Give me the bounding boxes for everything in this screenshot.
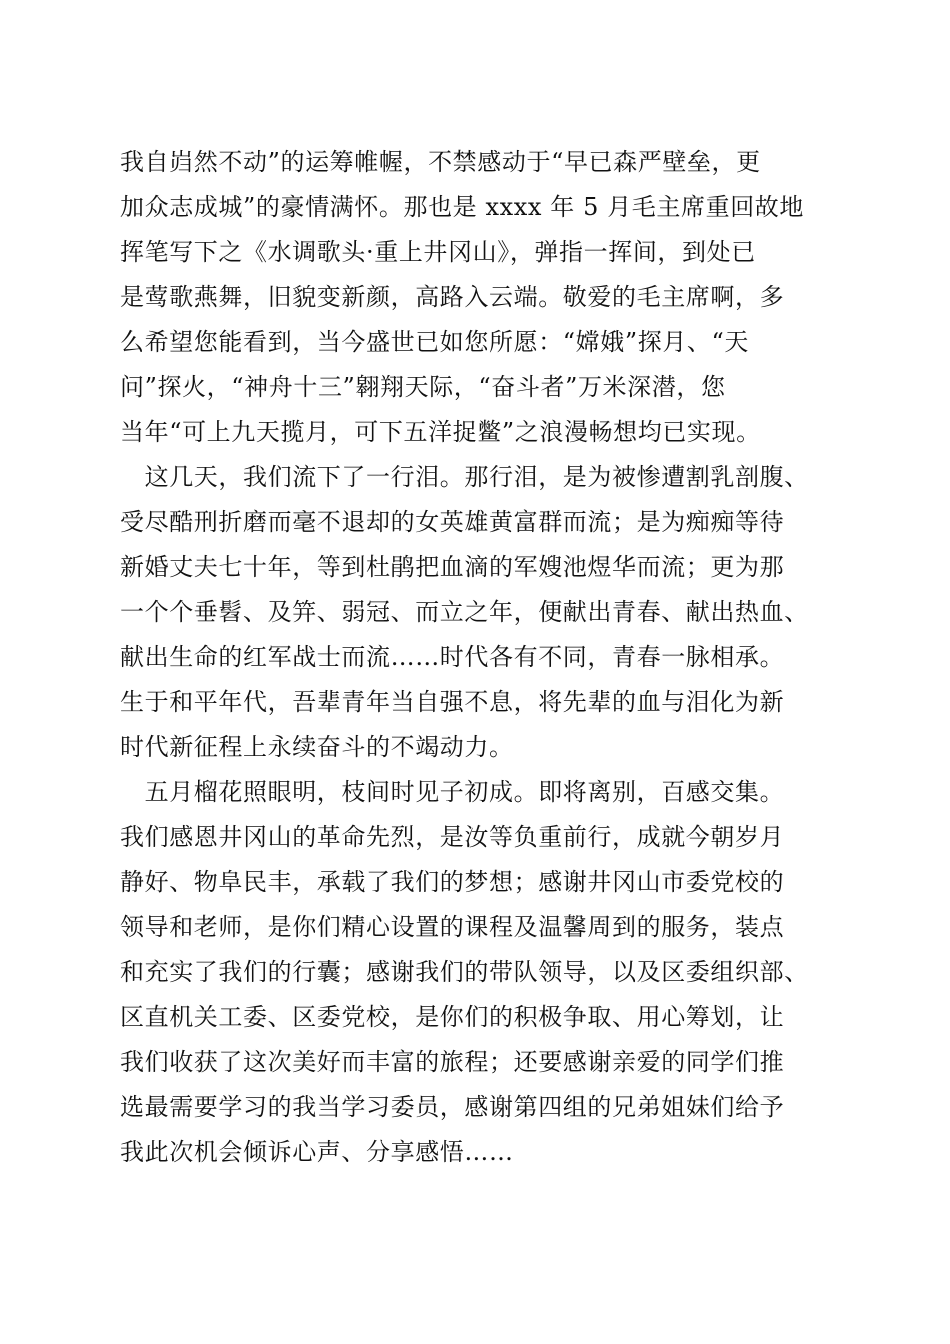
text-line: 新婚丈夫七十年，等到杜鹃把血滴的军嫂池煜华而流；更为那 (120, 553, 785, 581)
text-line: 当年“可上九天揽月，可下五洋捉鳖”之浪漫畅想均已实现。 (120, 418, 761, 446)
text-line: 和充实了我们的行囊；感谢我们的带队领导，以及区委组织部、 (120, 958, 809, 986)
text-line: 我们收获了这次美好而丰富的旅程；还要感谢亲爱的同学们推 (120, 1048, 785, 1076)
text-line: 五月榴花照眼明，枝间时见子初成。即将离别，百感交集。 (120, 778, 785, 806)
text-line: 我此次机会倾诉心声、分享感悟…… (120, 1138, 514, 1166)
text-line: 一个个垂髫、及笄、弱冠、而立之年，便献出青春、献出热血、 (120, 598, 809, 626)
text-line: 加众志成城”的豪情满怀。那也是 xxxx 年 5 月毛主席重回故地 (120, 193, 804, 221)
text-line: 区直机关工委、区委党校，是你们的积极争取、用心筹划，让 (120, 1003, 785, 1031)
text-line: 领导和老师，是你们精心设置的课程及温馨周到的服务，装点 (120, 913, 785, 941)
text-line: 是莺歌燕舞，旧貌变新颜，高路入云端。敬爱的毛主席啊，多 (120, 283, 785, 311)
text-line: 挥笔写下之《水调歌头·重上井冈山》，弹指一挥间，到处已 (120, 238, 756, 266)
text-line: 受尽酷刑折磨而毫不退却的女英雄黄富群而流；是为痴痴等待 (120, 508, 785, 536)
text-line: 生于和平年代，吾辈青年当自强不息，将先辈的血与泪化为新 (120, 688, 785, 716)
body-text (120, 140, 860, 1175)
text-line: 选最需要学习的我当学习委员，感谢第四组的兄弟姐妹们给予 (120, 1093, 785, 1121)
text-line: 时代新征程上永续奋斗的不竭动力。 (120, 733, 514, 761)
text-line: 问”探火，“神舟十三”翱翔天际，“奋斗者”万米深潜，您 (120, 373, 726, 401)
text-line: 么希望您能看到，当今盛世已如您所愿：“嫦娥”探月、“天 (120, 328, 750, 356)
text-line: 静好、物阜民丰，承载了我们的梦想；感谢井冈山市委党校的 (120, 868, 785, 896)
text-line: 我自岿然不动”的运筹帷幄，不禁感动于“早已森严壁垒，更 (120, 148, 761, 176)
text-line: 献出生命的红军战士而流……时代各有不同，青春一脉相承。 (120, 643, 785, 671)
text-line: 这几天，我们流下了一行泪。那行泪，是为被惨遭割乳剖腹、 (120, 463, 809, 491)
text-line: 我们感恩井冈山的革命先烈，是汝等负重前行，成就今朝岁月 (120, 823, 785, 851)
